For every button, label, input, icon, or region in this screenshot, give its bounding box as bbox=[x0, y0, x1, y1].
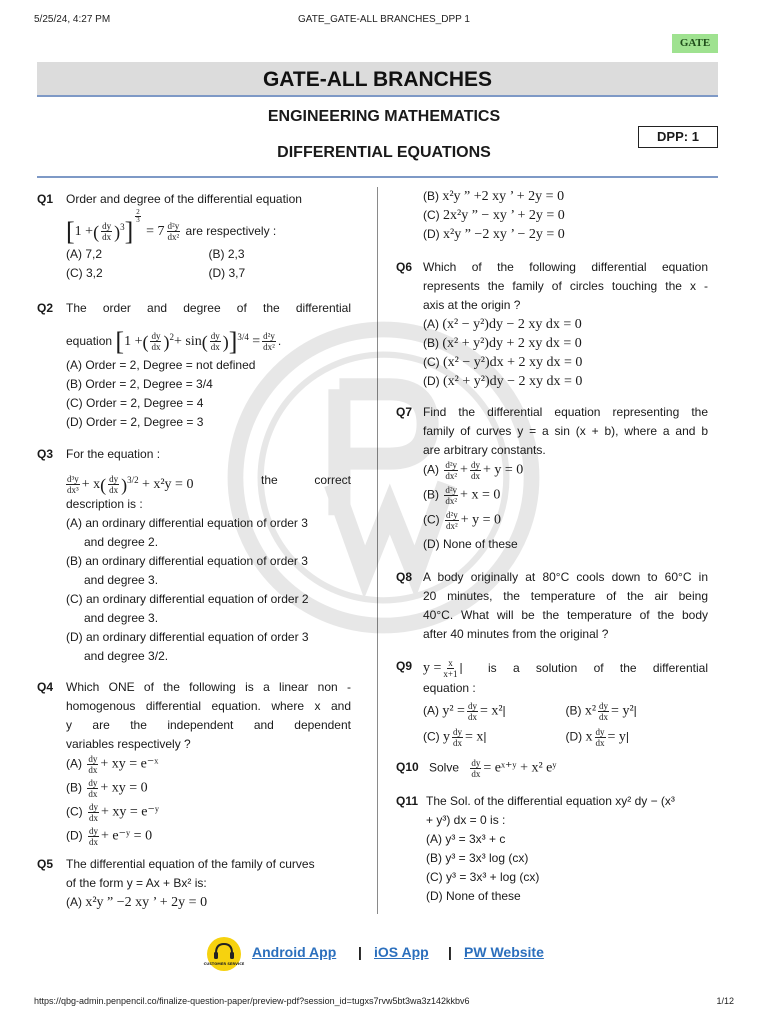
customer-service-icon bbox=[203, 936, 245, 972]
option-c: (C) y $\frac{dy}{dx}$ = x| bbox=[423, 726, 487, 748]
option-d: (D) 3,7 bbox=[208, 266, 246, 280]
print-datetime: 5/25/24, 4:27 PM bbox=[34, 14, 111, 25]
question-text: + y³) dx = 0 is : bbox=[426, 813, 506, 827]
options-row bbox=[423, 724, 708, 750]
option-a: (A) (x² − y²)dy − 2 xy dx = 0 bbox=[423, 317, 582, 332]
option-c: (C) an ordinary differential equation of order 2 bbox=[66, 592, 309, 606]
option-a: (A) $\frac{\text{d²y}}{\text{dx²}}$ + $\frac{dy}{dx}$ + y = 0 bbox=[423, 460, 524, 481]
question-number: Q11 bbox=[396, 794, 419, 808]
question-text: Which of the following differential equation bbox=[423, 260, 708, 274]
question-number: Q9 bbox=[396, 659, 413, 673]
question-number: Q10 bbox=[396, 760, 419, 774]
question-number: Q4 bbox=[37, 680, 54, 694]
android-app-link[interactable]: Android App bbox=[252, 944, 337, 960]
option-d: (D) x $\frac{dy}{dx}$ = y| bbox=[565, 726, 630, 748]
option-d: (D) $\frac{dy}{dx}$ + e⁻ʸ = 0 bbox=[66, 826, 153, 847]
question-text: after 40 minutes from the original ? bbox=[423, 627, 609, 641]
svg-text:CUSTOMER SERVICE: CUSTOMER SERVICE bbox=[203, 962, 245, 966]
option-d: (D) None of these bbox=[426, 889, 521, 903]
option-b: (B) $\frac{dy}{dx}$ + xy = 0 bbox=[66, 778, 148, 799]
question-equation: equation [1 +( $\frac{dy}{dx}$ )$^2$+ sin( $\frac{dy}{dx}$ )]$^{3/4}$ = $\frac{\text{d²y}}{\text{dx²}}$ . bbox=[66, 326, 282, 356]
question-number: Q8 bbox=[396, 570, 413, 584]
print-footer bbox=[34, 996, 734, 1010]
question-text: Find the differential equation representing the bbox=[423, 405, 708, 419]
question-text: The Sol. of the differential equation xy² dy − (x³ bbox=[426, 794, 675, 808]
option-b: (B) (x² + y²)dy + 2 xy dx = 0 bbox=[423, 336, 582, 351]
question-text: y = $\frac{x}{x+1}$ | is a solution of the differential bbox=[423, 657, 708, 679]
option-d: (D) (x² + y²)dy − 2 xy dx = 0 bbox=[423, 374, 583, 389]
option-d: (D) None of these bbox=[423, 537, 518, 551]
question-number: Q1 bbox=[37, 192, 54, 206]
question-number: Q3 bbox=[37, 447, 54, 461]
option-d: (D) x²y ” −2 xy ’ − 2y = 0 bbox=[423, 227, 565, 242]
option-a: (A) x²y ” −2 xy ’ + 2y = 0 bbox=[66, 895, 208, 910]
print-header bbox=[34, 14, 734, 28]
option-c: (C) $\frac{\text{d²y}}{\text{dx²}}$ + y = 0 bbox=[423, 510, 502, 531]
option-a: (A) y³ = 3x³ + c bbox=[426, 832, 506, 846]
header-divider bbox=[37, 176, 718, 178]
pw-website-link[interactable]: PW Website bbox=[464, 944, 544, 960]
exam-banner: GATE-ALL BRANCHES bbox=[37, 62, 718, 97]
ios-app-link[interactable]: iOS App bbox=[374, 944, 429, 960]
question-text: description is : bbox=[66, 497, 143, 511]
option-c: (C) Order = 2, Degree = 4 bbox=[66, 396, 204, 410]
option-a: (A) 7,2 bbox=[66, 247, 103, 261]
question-number: Q6 bbox=[396, 260, 413, 274]
option-c: (C) 2x²y ” − xy ’ + 2y = 0 bbox=[423, 208, 565, 223]
question-text: A body originally at 80°C cools down to 60°C in bbox=[423, 570, 708, 584]
options-row bbox=[66, 264, 351, 283]
option-a: (A) y² = $\frac{dy}{dx}$ = x²| bbox=[423, 700, 506, 722]
options-row bbox=[66, 245, 351, 264]
option-c-cont: and degree 3. bbox=[84, 611, 159, 625]
column-divider bbox=[377, 187, 378, 914]
option-a: (A) an ordinary differential equation of order 3 bbox=[66, 516, 308, 530]
print-url: https://qbg-admin.penpencil.co/finalize-question-paper/preview-pdf?session_id=tugxs7rvw5bt3wa3z142kkbv6 bbox=[34, 996, 470, 1006]
chapter-title: DIFFERENTIAL EQUATIONS bbox=[277, 144, 491, 161]
question-number: Q2 bbox=[37, 301, 54, 315]
question-text: 20 minutes, the temperature of the air being bbox=[423, 589, 708, 603]
option-b: (B) $\frac{\text{d²y}}{\text{dx²}}$ + x = 0 bbox=[423, 485, 501, 506]
question-text: 40°C. What will be the temperature of the body bbox=[423, 608, 708, 622]
option-d: (D) an ordinary differential equation of order 3 bbox=[66, 630, 309, 644]
question-text: represents the family of circles touching the x - bbox=[423, 279, 708, 293]
option-d-cont: and degree 3/2. bbox=[84, 649, 169, 663]
option-b: (B) Order = 2, Degree = 3/4 bbox=[66, 377, 213, 391]
option-b: (B) y³ = 3x³ log (cx) bbox=[426, 851, 529, 865]
question-text: of the form y = Ax + Bx² is: bbox=[66, 876, 207, 890]
print-doc-title: GATE_GATE-ALL BRANCHES_DPP 1 bbox=[298, 14, 470, 25]
question-text: family of curves y = a sin (x + b), where a and b bbox=[423, 424, 708, 438]
option-a-cont: and degree 2. bbox=[84, 535, 159, 549]
question-text: For the equation : bbox=[66, 447, 161, 461]
question-text-tail: are respectively : bbox=[185, 224, 277, 238]
question-text: variables respectively ? bbox=[66, 737, 191, 751]
question-text: homogenous differential equation. where x and bbox=[66, 699, 351, 713]
footer-separator: | bbox=[358, 944, 362, 960]
option-c: (C) 3,2 bbox=[66, 266, 103, 280]
question-text: The differential equation of the family of curves bbox=[66, 857, 315, 871]
subject-title: ENGINEERING MATHEMATICS bbox=[267, 108, 501, 125]
option-a: (A) $\frac{dy}{dx}$ + xy = e⁻ˣ bbox=[66, 754, 159, 775]
dpp-badge: DPP: 1 bbox=[638, 126, 718, 148]
option-b-cont: and degree 3. bbox=[84, 573, 159, 587]
print-page-number: 1/12 bbox=[716, 996, 734, 1006]
footer-links bbox=[0, 935, 768, 971]
question-number: Q7 bbox=[396, 405, 413, 419]
options-row bbox=[423, 698, 708, 724]
gate-tag: GATE bbox=[672, 34, 718, 53]
question-text: The order and degree of the differential bbox=[66, 301, 351, 315]
option-b: (B) x²y ” +2 xy ’ + 2y = 0 bbox=[423, 189, 565, 204]
question-text: Solve $\frac{dy}{dx}$ = eˣ⁺ʸ + x² eʸ bbox=[429, 758, 557, 779]
question-text: Which ONE of the following is a linear non - bbox=[66, 680, 351, 694]
question-equation: $\frac{\text{d³y}}{\text{dx³}}$ + x( $\frac{dy}{dx}$ )$^{3/2}$ + x²y = 0 the correct bbox=[66, 465, 351, 495]
question-equation: [1 +( $\frac{dy}{dx}$ )$^3$] $\frac{2}{3}$ = 7 $\frac{\text{d²y}}{\text{dx²}}$ are respectively : bbox=[66, 208, 277, 246]
question-text: axis at the origin ? bbox=[423, 298, 521, 312]
question-number: Q5 bbox=[37, 857, 54, 871]
question-text: y are the independent and dependent bbox=[66, 718, 351, 732]
option-b: (B) x² $\frac{dy}{dx}$ = y²| bbox=[565, 700, 637, 722]
question-text-mid: the bbox=[261, 473, 278, 487]
option-c: (C) y³ = 3x³ + log (cx) bbox=[426, 870, 540, 884]
question-text: equation : bbox=[423, 681, 476, 695]
question-text-mid: correct bbox=[314, 473, 351, 487]
option-d: (D) Order = 2, Degree = 3 bbox=[66, 415, 204, 429]
question-text: Order and degree of the differential equation bbox=[66, 192, 302, 206]
footer-separator: | bbox=[448, 944, 452, 960]
option-a: (A) Order = 2, Degree = not defined bbox=[66, 358, 256, 372]
option-c: (C) (x² − y²)dx + 2 xy dx = 0 bbox=[423, 355, 583, 370]
question-text: are arbitrary constants. bbox=[423, 443, 546, 457]
option-b: (B) 2,3 bbox=[208, 247, 245, 261]
option-b: (B) an ordinary differential equation of order 3 bbox=[66, 554, 308, 568]
option-c: (C) $\frac{dy}{dx}$ + xy = e⁻ʸ bbox=[66, 802, 160, 823]
